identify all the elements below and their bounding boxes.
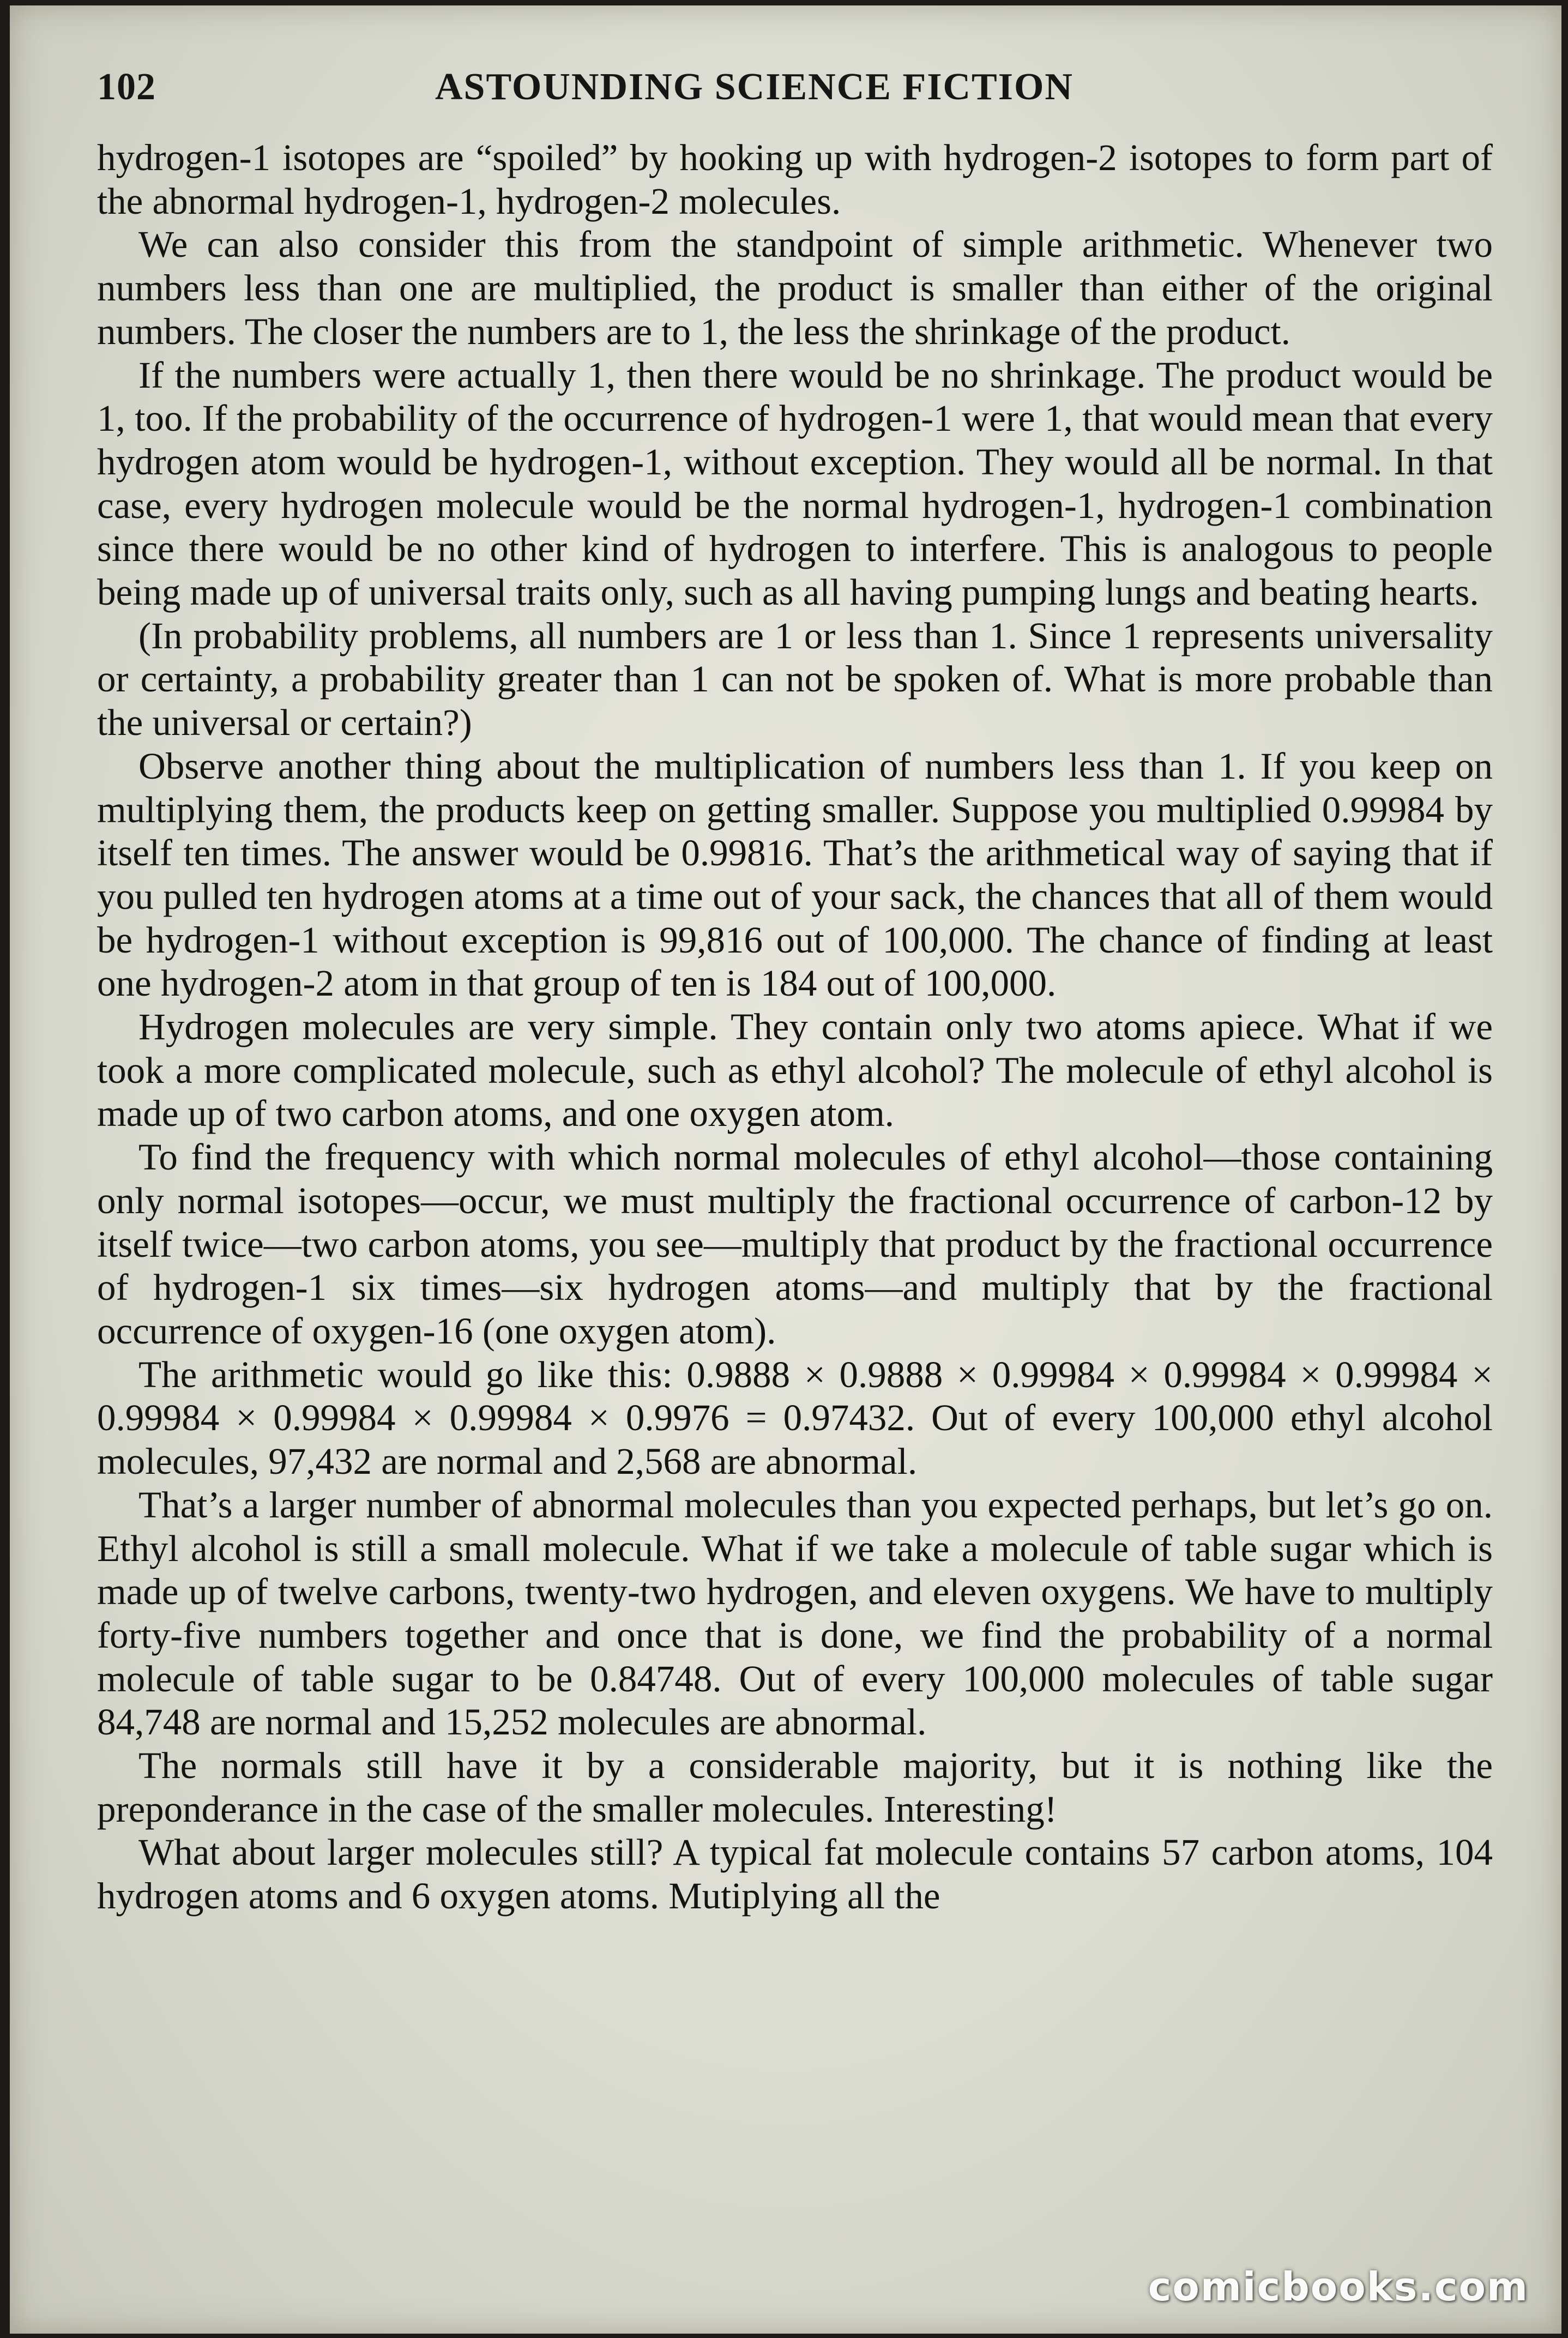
- paragraph: The normals still have it by a considerable majority, but it is nothing like the preponderance in the case of the smaller molecules. Interesting!: [97, 1745, 1493, 1830]
- paragraph: To find the frequency with which normal molecules of ethyl alcohol—those containing only normal isotopes—occur, we must multiply the fractional occurrence of carbon-12 by itself twice—two carbon atoms, you see—multiply that product by the fractional occurrence of hydrogen-1 six times—six hydrogen atoms—and multiply that by the fractional occurrence of oxygen-16 (one oxygen atom).: [97, 1136, 1493, 1352]
- paragraph: Observe another thing about the multiplication of numbers less than 1. If you keep on multiplying them, the products keep on getting smaller. Suppose you multiplied 0.99984 by itself ten times. The answer would be 0.99816. That’s the arithmetical way of saying that if you pulled ten hydrogen atoms at a time out of your sack, the chances that all of them would be hydrogen-1 without exception is 99,816 out of 100,000. The chance of finding at least one hydrogen-2 atom in that group of ten is 184 out of 100,000.: [97, 745, 1493, 1004]
- page-header: [97, 65, 1493, 120]
- paragraph: If the numbers were actually 1, then there would be no shrinkage. The product would be 1, too. If the probability of the occurrence of hydrogen-1 were 1, that would mean that every hydrogen atom would be hydrogen-1, without exception. They would all be normal. In that case, every hydrogen molecule would be the normal hydrogen-1, hydrogen-1 combination since there would be no other kind of hydrogen to interfere. This is analogous to people being made up of universal traits only, such as all having pumping lungs and beating hearts.: [97, 354, 1493, 613]
- paragraph: The arithmetic would go like this: 0.9888 × 0.9888 × 0.99984 × 0.99984 × 0.99984 × 0.99984 × 0.99984 × 0.99984 × 0.9976 = 0.97432. Out of every 100,000 ethyl alcohol molecules, 97,432 are normal and 2,568 are abnormal.: [97, 1353, 1493, 1483]
- paragraph: We can also consider this from the standpoint of simple arithmetic. Whenever two numbers less than one are multiplied, the product is smaller than either of the original numbers. The closer the numbers are to 1, the less the shrinkage of the product.: [97, 224, 1493, 352]
- paragraph: What about larger molecules still? A typical fat molecule contains 57 carbon atoms, 104 hydrogen atoms and 6 oxygen atoms. Mutiplying all the: [97, 1831, 1493, 1917]
- paragraph: Hydrogen molecules are very simple. They contain only two atoms apiece. What if we took a more complicated molecule, such as ethyl alcohol? The molecule of ethyl alcohol is made up of two carbon atoms, and one oxygen atom.: [97, 1006, 1493, 1135]
- running-title: ASTOUNDING SCIENCE FICTION: [435, 66, 1074, 108]
- article-body: [97, 136, 1493, 1918]
- paragraph: hydrogen-1 isotopes are “spoiled” by hooking up with hydrogen-2 isotopes to form part of the abnormal hydrogen-1, hydrogen-2 molecules.: [97, 137, 1493, 222]
- site-watermark: comicbooks.com: [1148, 2264, 1529, 2310]
- page-number: 102: [97, 66, 156, 108]
- paragraph: That’s a larger number of abnormal molecules than you expected perhaps, but let’s go on. Ethyl alcohol is still a small molecule. What if we take a molecule of table sugar which is made up of twelve carbons, twenty-two hydrogen, and eleven oxygens. We have to multiply forty-five numbers together and once that is done, we find the probability of a normal molecule of table sugar to be 0.84748. Out of every 100,000 molecules of table sugar 84,748 are normal and 15,252 molecules are abnormal.: [97, 1484, 1493, 1743]
- paragraph: (In probability problems, all numbers are 1 or less than 1. Since 1 represents universality or certainty, a probability greater than 1 can not be spoken of. What is more probable than the universal or certain?): [97, 614, 1493, 744]
- magazine-page: [10, 5, 1561, 2334]
